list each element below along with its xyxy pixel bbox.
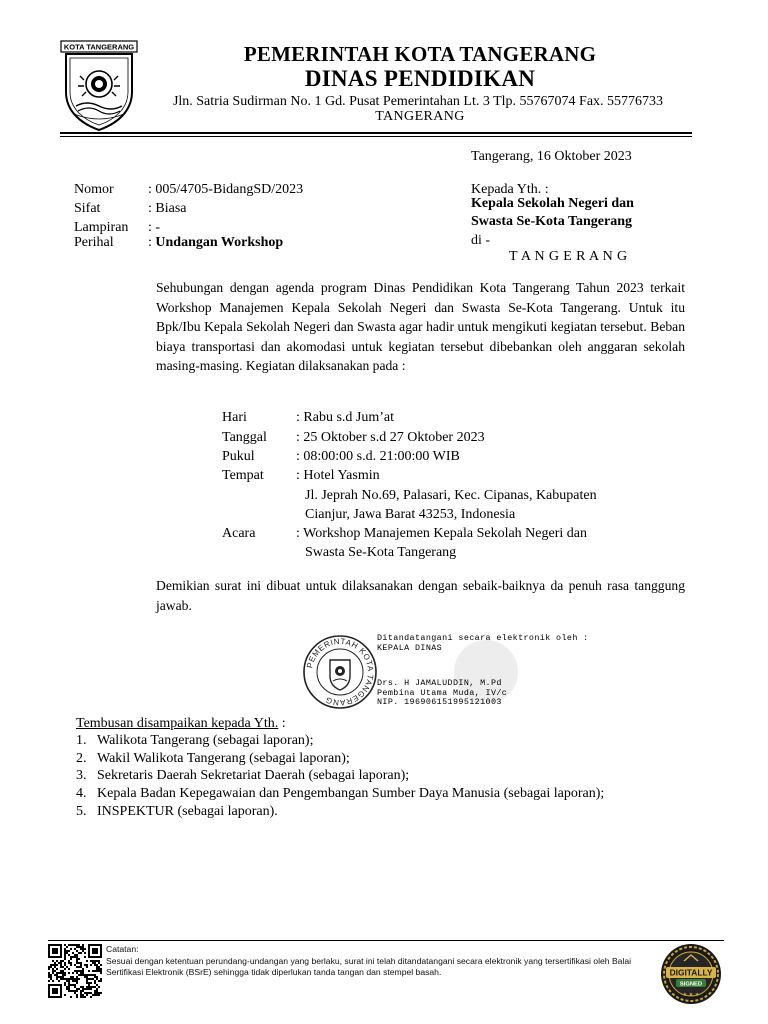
recipient-name-line2: Swasta Se-Kota Tangerang bbox=[471, 214, 633, 229]
government-name: PEMERINTAH KOTA TANGERANG bbox=[243, 42, 597, 66]
cc-item-number: 3. bbox=[76, 768, 87, 783]
meta-label: Sifat bbox=[74, 201, 101, 216]
signer-name: Drs. H JAMALUDDIN, M.Pd bbox=[377, 678, 502, 688]
detail-value: : Hotel Yasmin bbox=[296, 468, 380, 483]
detail-label: Acara bbox=[222, 526, 256, 541]
digitally-signed-badge bbox=[660, 943, 722, 1005]
closing-paragraph: Demikian surat ini dibuat untuk dilaksanakan dengan sebaik-baiknya da penuh rasa tanggung jawab. bbox=[156, 578, 685, 613]
meta-colon: : bbox=[148, 235, 156, 250]
cc-item: INSPEKTUR (sebagai laporan). bbox=[97, 804, 278, 819]
logo-caption: KOTA TANGERANG bbox=[63, 42, 135, 52]
detail-value: : 25 Oktober s.d 27 Oktober 2023 bbox=[296, 430, 485, 445]
cc-item-number: 5. bbox=[76, 804, 87, 819]
detail-label: Tempat bbox=[222, 468, 264, 483]
detail-label: Hari bbox=[222, 410, 247, 425]
meta-label: Lampiran bbox=[74, 220, 129, 235]
signer-rank: Pembina Utama Muda, IV/c bbox=[377, 688, 508, 698]
cc-heading: Tembusan disampaikan kepada Yth. bbox=[76, 716, 279, 731]
letter-date: Tangerang, 16 Oktober 2023 bbox=[471, 149, 632, 164]
recipient-di: di - bbox=[471, 233, 491, 248]
footer-note-line2: Sertifikasi Elektronik (BSrE) sehingga tidak diperlukan tanda tangan dan stempel basah. bbox=[106, 967, 442, 977]
cc-item-number: 1. bbox=[76, 733, 87, 748]
meta-label: Nomor bbox=[74, 182, 114, 197]
header-rule-thin bbox=[60, 136, 692, 137]
footer-note-line1: Sesuai dengan ketentuan perundang-undangan yang berlaku, surat ini telah ditandatangani secara elektronik yang tersertifikasi oleh Balai bbox=[106, 956, 632, 966]
badge-top-text: DIGITALLY bbox=[669, 967, 713, 978]
meta-value-perihal bbox=[148, 233, 283, 252]
recipient-salutation: Kepada Yth. : bbox=[471, 182, 549, 197]
footer-note-label: Catatan: bbox=[106, 944, 139, 954]
signer-position: KEPALA DINAS bbox=[377, 643, 443, 653]
body-paragraph: Sehubungan dengan agenda program Dinas Pendidikan Kota Tangerang Tahun 2023 terkait Workshop Manajemen Kepala Sekolah Negeri dan Swasta Se-Kota Tangerang. Untuk itu Bpk/Ibu Kepala Sekolah Negeri dan Swasta agar hadir untuk mengikuti kegiatan tersebut. Beban biaya transportasi dan akomodasi untuk kegiatan tersebut dibebankan oleh anggaran sekolah masing-masing. Kegiatan dilaksanakan pada : bbox=[156, 280, 685, 374]
recipient-city: T A N G E R A N G bbox=[509, 249, 628, 264]
signed-by-line: Ditandatangani secara elektronik oleh : bbox=[377, 633, 589, 643]
office-city: TANGERANG bbox=[375, 109, 465, 124]
agency-name: DINAS PENDIDIKAN bbox=[304, 66, 536, 91]
meta-value: : - bbox=[148, 220, 161, 235]
cc-heading-colon: : bbox=[278, 716, 286, 731]
detail-value: : 08:00:00 s.d. 21:00:00 WIB bbox=[296, 449, 460, 464]
detail-label: Pukul bbox=[222, 449, 255, 464]
meta-label: Perihal bbox=[74, 235, 114, 250]
office-address: Jln. Satria Sudirman No. 1 Gd. Pusat Pemerintahan Lt. 3 Tlp. 55767074 Fax. 55776733 bbox=[172, 94, 664, 109]
signer-nip: NIP. 196906151995121003 bbox=[377, 697, 502, 707]
cc-item: Sekretaris Daerah Sekretariat Daerah (sebagai laporan); bbox=[97, 768, 410, 783]
footer-rule bbox=[48, 940, 724, 941]
meta-value: : 005/4705-BidangSD/2023 bbox=[148, 182, 304, 197]
detail-label: Tanggal bbox=[222, 430, 267, 445]
city-logo bbox=[60, 40, 138, 132]
detail-value-line: Jl. Jeprah No.69, Palasari, Kec. Cipanas, Kabupaten bbox=[305, 488, 597, 503]
official-stamp bbox=[302, 634, 378, 710]
detail-value: : Rabu s.d Jum’at bbox=[296, 410, 394, 425]
subject-text: Undangan Workshop bbox=[155, 235, 284, 250]
meta-value: : Biasa bbox=[148, 201, 187, 216]
detail-value: : Workshop Manajemen Kepala Sekolah Negeri dan bbox=[296, 526, 587, 541]
badge-bottom-text: SIGNED bbox=[679, 981, 703, 988]
qr-code-icon bbox=[48, 944, 102, 998]
cc-item-number: 2. bbox=[76, 751, 87, 766]
svg-text:★ ★ ★: ★ ★ ★ bbox=[682, 992, 700, 998]
stamp-ring-text: PEMERINTAH KOTA TANGERANG bbox=[305, 636, 376, 708]
cc-item: Wakil Walikota Tangerang (sebagai laporan); bbox=[97, 751, 350, 766]
cc-item: Walikota Tangerang (sebagai laporan); bbox=[97, 733, 314, 748]
detail-value-line: Cianjur, Jawa Barat 43253, Indonesia bbox=[305, 507, 516, 522]
cc-item-number: 4. bbox=[76, 786, 87, 801]
recipient-name-line1: Kepala Sekolah Negeri dan bbox=[471, 196, 634, 211]
header-rule-thick bbox=[60, 132, 692, 134]
cc-item: Kepala Badan Kepegawaian dan Pengembangan Sumber Daya Manusia (sebagai laporan); bbox=[97, 786, 605, 801]
detail-value-line: Swasta Se-Kota Tangerang bbox=[305, 545, 457, 560]
